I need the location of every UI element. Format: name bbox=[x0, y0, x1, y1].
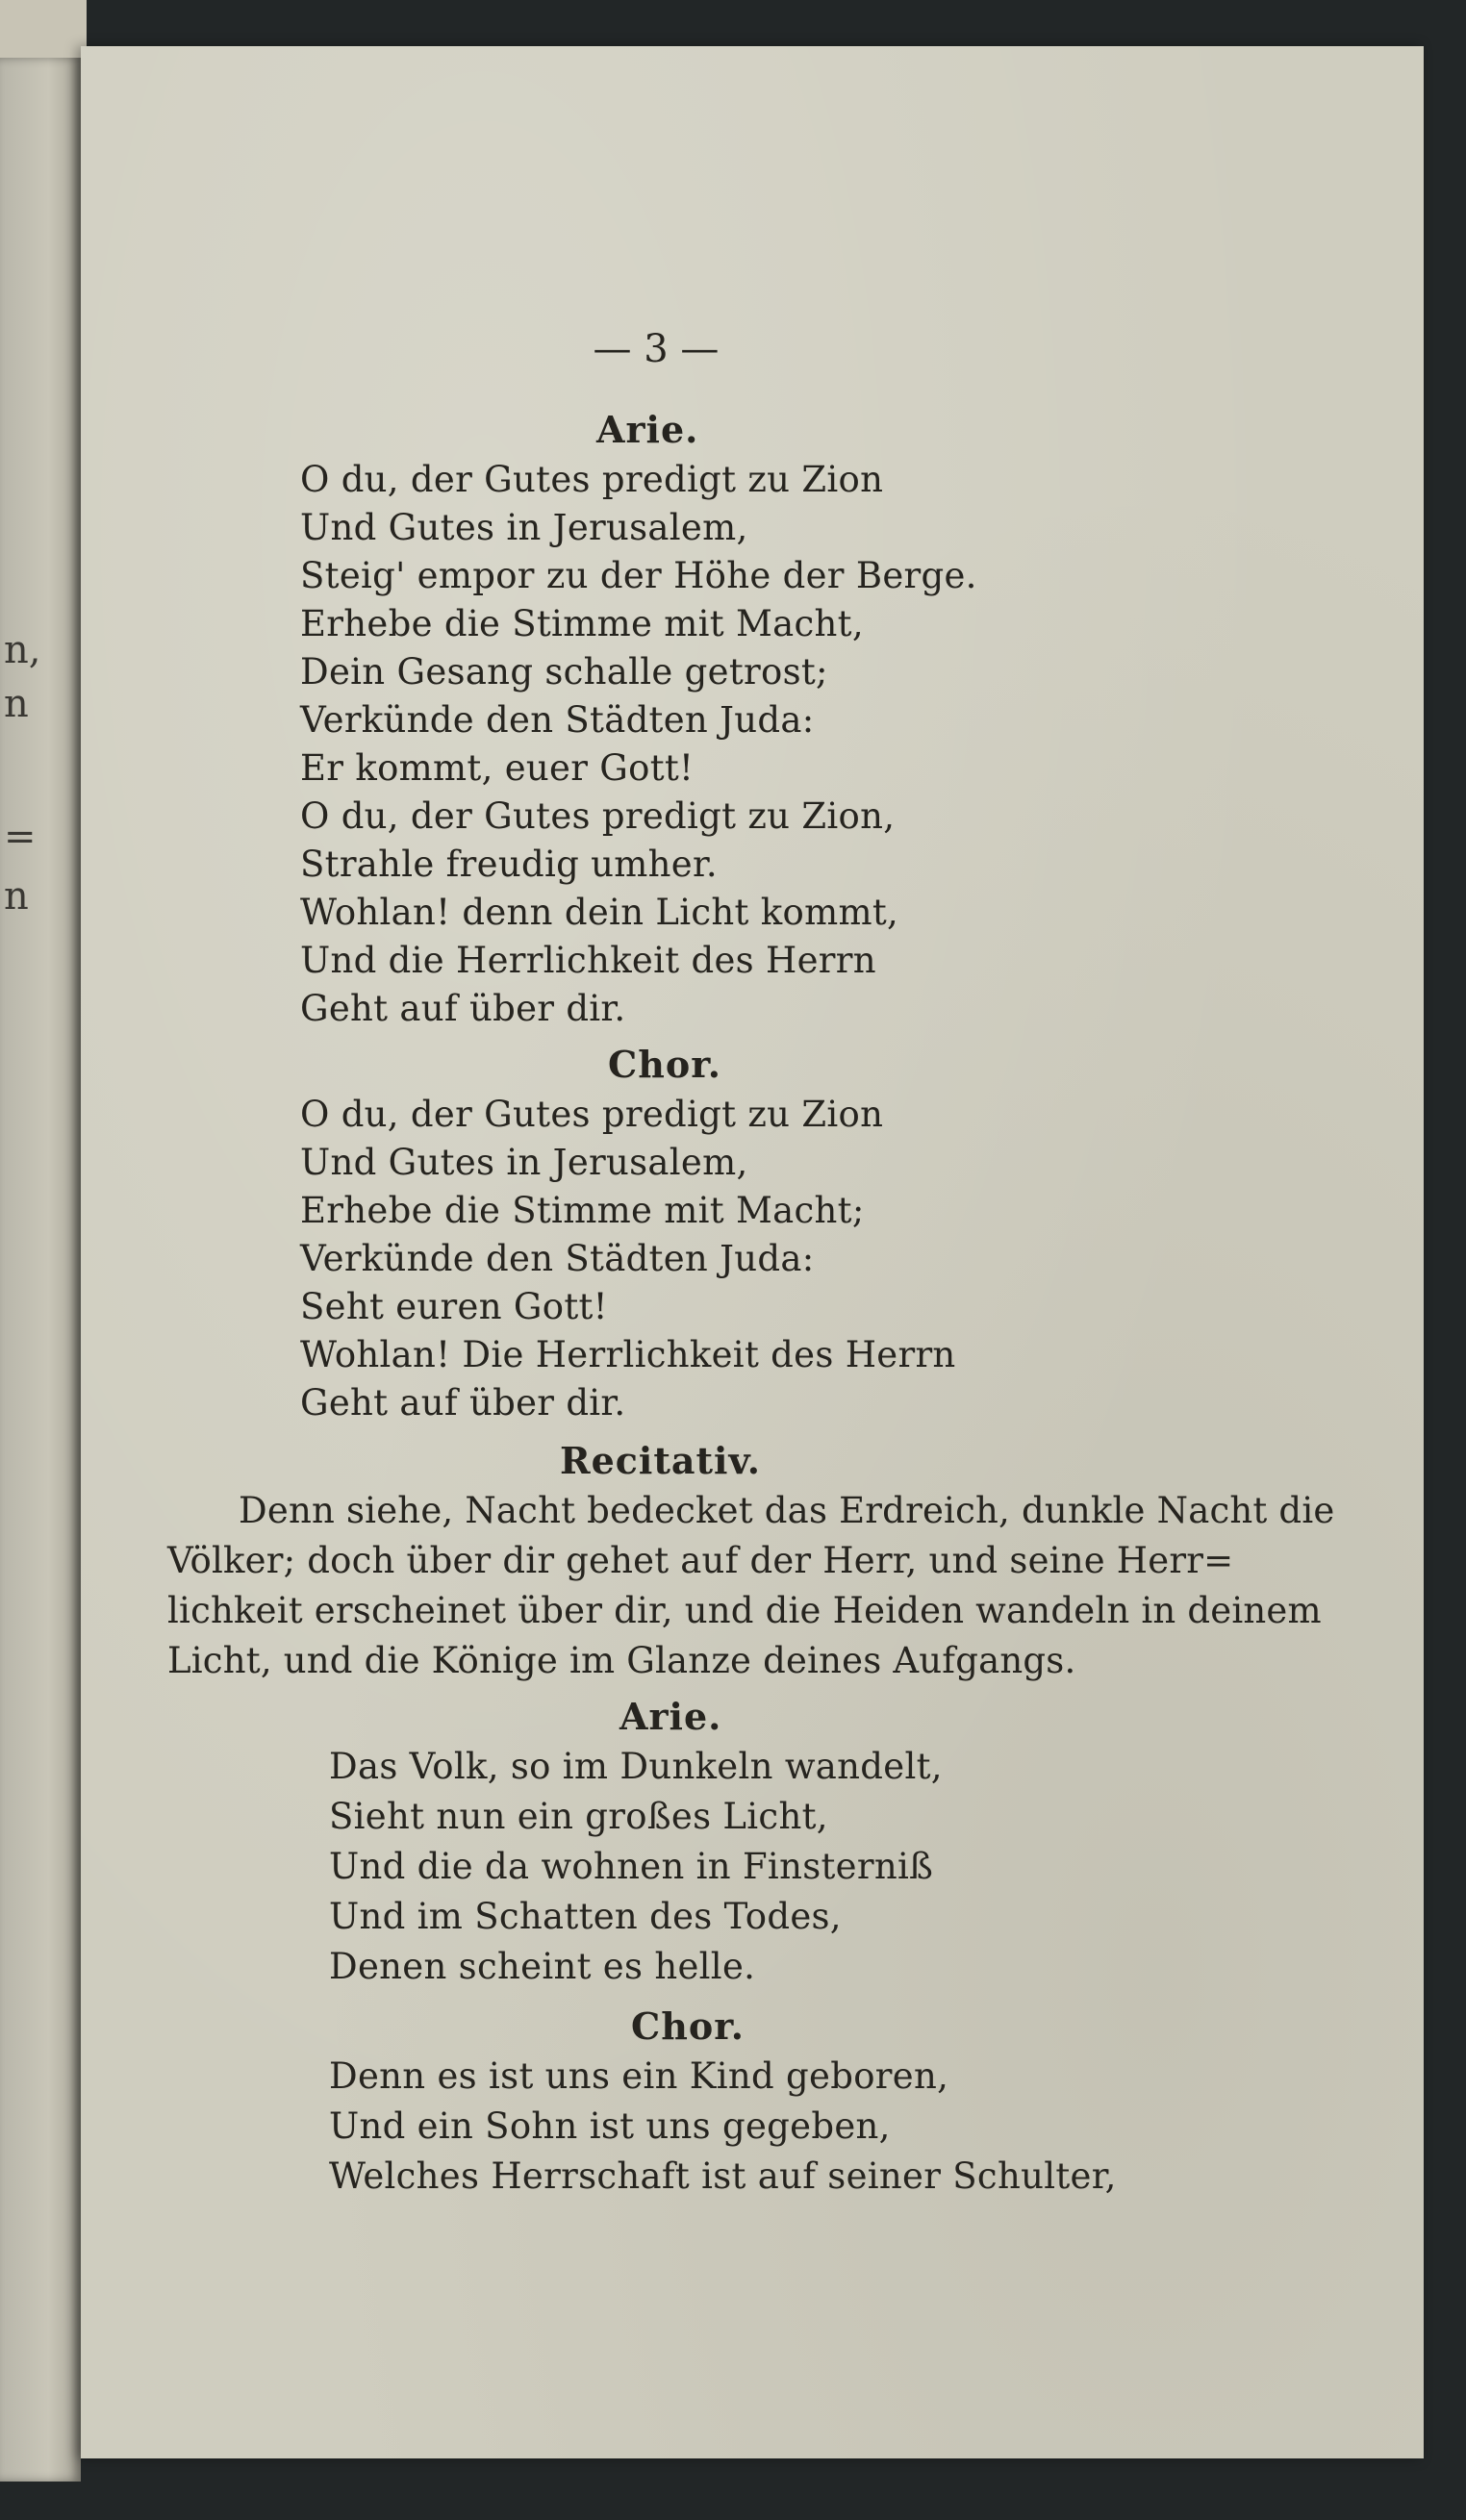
verse-line: Erhebe die Stimme mit Macht; bbox=[300, 1190, 865, 1231]
verse-line: O du, der Gutes predigt zu Zion bbox=[300, 459, 884, 500]
previous-page-edge bbox=[0, 58, 81, 2482]
verse-line: Wohlan! Die Herrlichkeit des Herrn bbox=[300, 1334, 956, 1375]
prose-line: Völker; doch über dir gehet auf der Herr, und seine Herr= bbox=[167, 1540, 1234, 1581]
verse-line: Das Volk, so im Dunkeln wandelt, bbox=[329, 1746, 943, 1787]
section-heading-aria: Arie. bbox=[596, 408, 699, 451]
verse-line: Sieht nun ein großes Licht, bbox=[329, 1796, 828, 1837]
verse-line: Geht auf über dir. bbox=[300, 1382, 626, 1424]
previous-page-fragment: n, bbox=[4, 628, 41, 672]
verse-line: Und die da wohnen in Finsterniß bbox=[329, 1846, 934, 1887]
page-number: — 3 — bbox=[593, 327, 720, 371]
previous-page-fragment: = bbox=[4, 815, 37, 859]
verse-line: Verkünde den Städten Juda: bbox=[300, 699, 815, 741]
verse-line: Steig' empor zu der Höhe der Berge. bbox=[300, 555, 977, 596]
verse-line: Strahle freudig umher. bbox=[300, 844, 718, 885]
verse-line: Verkünde den Städten Juda: bbox=[300, 1238, 815, 1279]
verse-line: Denen scheint es helle. bbox=[329, 1946, 756, 1987]
verse-line: Denn es ist uns ein Kind geboren, bbox=[329, 2055, 949, 2097]
verse-line: Seht euren Gott! bbox=[300, 1286, 608, 1327]
previous-page-fragment: n bbox=[4, 682, 29, 726]
verse-line: Und Gutes in Jerusalem, bbox=[300, 1142, 748, 1183]
verse-line: Erhebe die Stimme mit Macht, bbox=[300, 603, 864, 644]
prose-line: lichkeit erscheinet über dir, und die Heiden wandeln in deinem bbox=[167, 1590, 1322, 1631]
section-heading-aria: Arie. bbox=[619, 1695, 722, 1738]
verse-line: Dein Gesang schalle getrost; bbox=[300, 651, 828, 693]
verse-line: Geht auf über dir. bbox=[300, 988, 626, 1029]
section-heading-chor: Chor. bbox=[631, 2004, 745, 2048]
section-heading-recitativ: Recitativ. bbox=[560, 1439, 761, 1482]
book-page bbox=[81, 46, 1424, 2458]
verse-line: Wohlan! denn dein Licht kommt, bbox=[300, 892, 899, 933]
verse-line: O du, der Gutes predigt zu Zion, bbox=[300, 795, 896, 837]
verse-line: Und ein Sohn ist uns gegeben, bbox=[329, 2105, 891, 2147]
previous-page-top bbox=[0, 0, 87, 62]
prose-line: Licht, und die Könige im Glanze deines Aufgangs. bbox=[167, 1640, 1076, 1681]
verse-line: O du, der Gutes predigt zu Zion bbox=[300, 1094, 884, 1135]
verse-line: Welches Herrschaft ist auf seiner Schulter, bbox=[329, 2155, 1117, 2197]
section-heading-chor: Chor. bbox=[608, 1043, 721, 1086]
verse-line: Und im Schatten des Todes, bbox=[329, 1896, 842, 1937]
verse-line: Und Gutes in Jerusalem, bbox=[300, 507, 748, 548]
prose-line: Denn siehe, Nacht bedecket das Erdreich, dunkle Nacht die bbox=[239, 1490, 1335, 1531]
verse-line: Und die Herrlichkeit des Herrn bbox=[300, 940, 876, 981]
verse-line: Er kommt, euer Gott! bbox=[300, 747, 695, 789]
previous-page-fragment: n bbox=[4, 874, 29, 919]
